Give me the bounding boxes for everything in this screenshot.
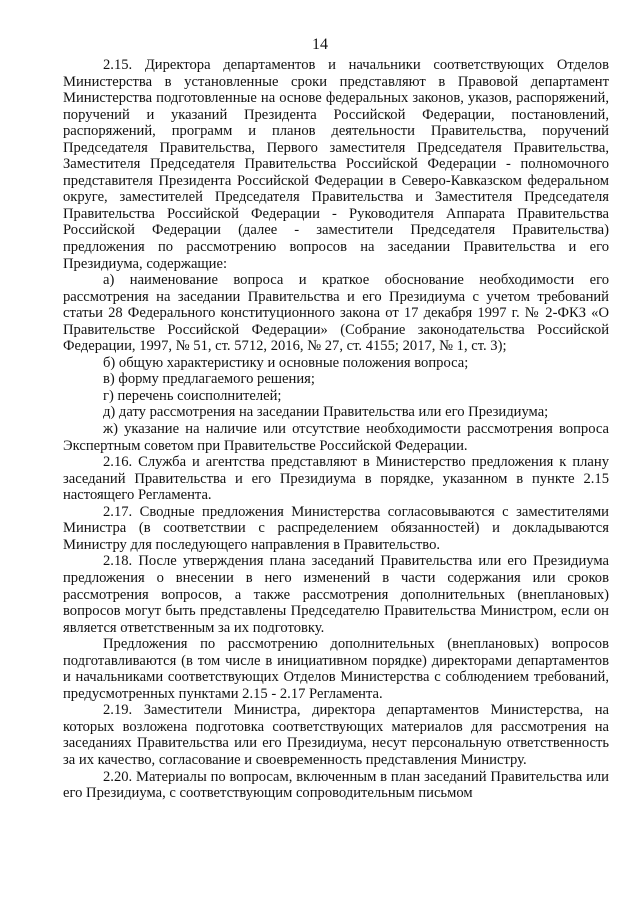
paragraph-2-16: 2.16. Служба и агентства представляют в Министерство предложения к плану заседаний Правительства и его Президиума в порядке, указанном в пункте 2.15 настоящего Регламента.	[63, 454, 609, 504]
list-item-d: д) дату рассмотрения на заседании Правительства или его Президиума;	[103, 404, 549, 421]
list-item-v: в) форму предлагаемого решения;	[103, 371, 315, 388]
paragraph-2-18: 2.18. После утверждения плана заседаний Правительства или его Президиума предложения о внесении в него изменений в части содержания или сроков рассмотрения вопросов, а также рассмотрения дополнительных (внеплановых) вопросов могут быть представлены Председателю Правительства Министром, если он является ответственным за их подготовку.	[63, 553, 609, 636]
paragraph-2-15: 2.15. Директора департаментов и начальники соответствующих Отделов Министерства в установленные сроки представляют в Правовой департамент Министерства подготовленные на основе федеральных законов, указов, распоряжений, поручений и указаний Президента Российской Федерации, постановлений, распоряжений, программ и планов деятельности Правительства, поручений Председателя Правительства, Первого заместителя Председателя Правительства, Заместителя Председателя Правительства Российской Федерации - полномочного представителя Президента Российской Федерации в Северо-Кавказском федеральном округе, заместителей Председателя Правительства и Заместителя Председателя Правительства Российской Федерации - Руководителя Аппарата Правительства Российской Федерации (далее - заместители Председателя Правительства) предложения по рассмотрению вопросов на заседании Правительства и его Президиума, содержащие:	[63, 57, 609, 272]
list-item-zh: ж) указание на наличие или отсутствие необходимости рассмотрения вопроса Экспертным советом при Правительстве Российской Федерации.	[63, 421, 609, 454]
list-item-g: г) перечень соисполнителей;	[103, 387, 282, 404]
paragraph-2-19: 2.19. Заместители Министра, директора департаментов Министерства, на которых возложена подготовка соответствующих материалов для рассмотрения на заседаниях Правительства или его Президиума, несут персональную ответственность за их качество, согласование и своевременность представления Министру.	[63, 702, 609, 768]
list-item-a: а) наименование вопроса и краткое обоснование необходимости его рассмотрения на заседании Правительства и его Президиума с учетом требований статьи 28 Федерального конституционного закона от 17 декабря 1997 г. № 2-ФКЗ «О Правительстве Российской Федерации» (Собрание законодательства Российской Федерации, 1997, № 51, ст. 5712, 2016, № 27, ст. 4155; 2017, № 1, ст. 3);	[63, 272, 609, 355]
page-number: 14	[312, 36, 328, 53]
paragraph-2-17: 2.17. Сводные предложения Министерства согласовываются с заместителями Министра (в соответствии с распределением обязанностей) и докладываются Министру для последующего направления в Правительство.	[63, 503, 609, 553]
list-item-b: б) общую характеристику и основные положения вопроса;	[103, 354, 469, 371]
paragraph-2-20: 2.20. Материалы по вопросам, включенным в план заседаний Правительства или его Президиума, с соответствующим сопроводительным письмом	[63, 768, 609, 802]
paragraph-2-18-extra: Предложения по рассмотрению дополнительных (внеплановых) вопросов подготавливаются (в том числе в инициативном порядке) директорами департаментов и начальниками соответствующих Отделов Министерства с соблюдением требований, предусмотренных пунктами 2.15 - 2.17 Регламента.	[63, 636, 609, 702]
document-body	[63, 57, 609, 802]
